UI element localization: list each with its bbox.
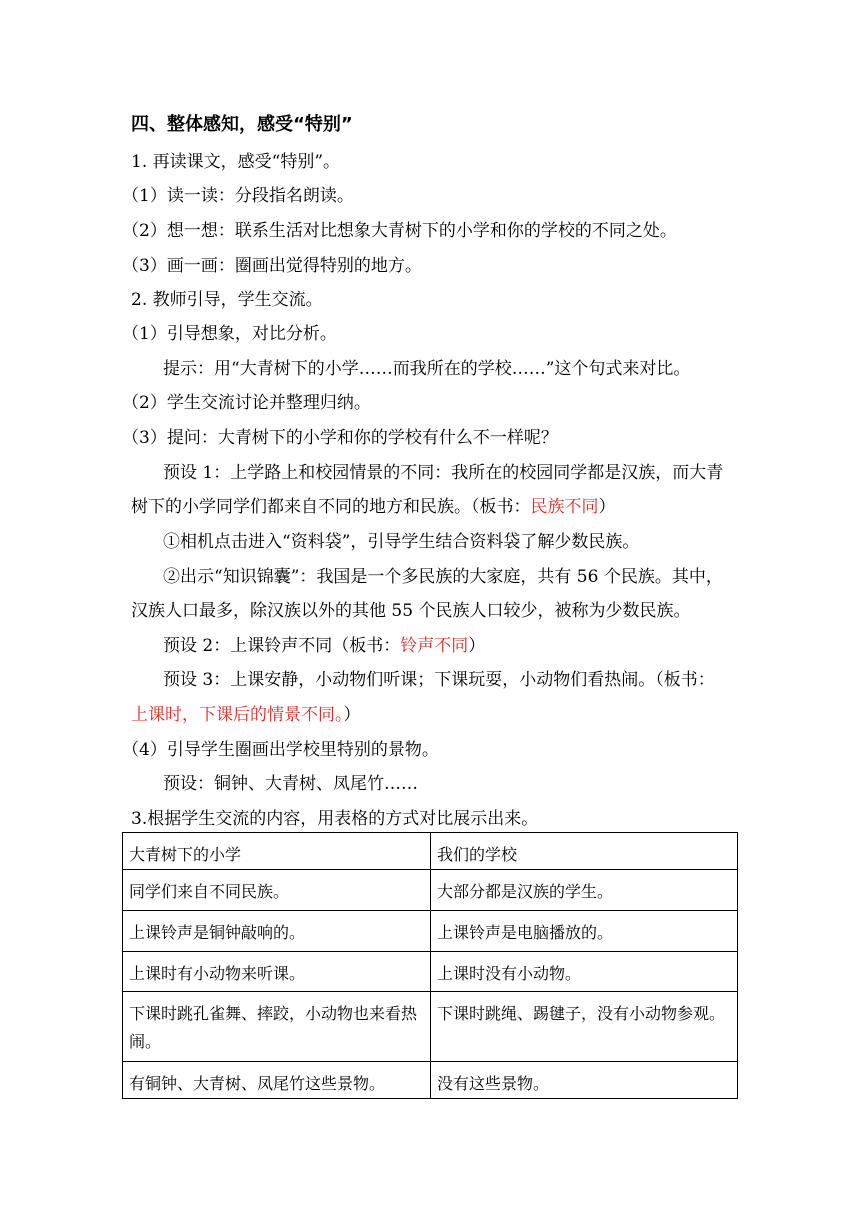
table-cell: 同学们来自不同民族。 <box>123 870 431 911</box>
sub-item-guide: （1）引导想象，对比分析。 <box>122 324 337 344</box>
table-row <box>123 870 738 911</box>
preset-scenery-line: 预设：铜钟、大青树、凤尾竹…… <box>163 774 418 794</box>
close-paren: ） <box>343 705 361 725</box>
preset-3-line-1: 预设 3：上课安静，小动物们听课；下课玩耍，小动物们看热闹。（板书： <box>163 670 715 690</box>
preset-3-line-2 <box>131 703 361 727</box>
item-1: 1. 再读课文，感受“特别”。 <box>131 152 341 172</box>
sub-item-read: （1）读一读：分段指名朗读。 <box>122 186 354 206</box>
table-cell: 我们的学校 <box>431 833 738 870</box>
close-paren: ） <box>598 497 616 517</box>
preset-2-line <box>163 634 485 658</box>
table-header-row <box>123 833 738 870</box>
table-row <box>123 1062 738 1099</box>
table-cell: 上课铃声是电脑播放的。 <box>431 911 738 952</box>
table-cell: 没有这些景物。 <box>431 1062 738 1099</box>
table-row <box>123 952 738 992</box>
preset-1-text: 树下的小学同学们都来自不同的地方和民族。（板书： <box>131 497 531 517</box>
board-note-scene: 上课时，下课后的情景不同。 <box>131 705 344 725</box>
preset-1-line-1: 预设 1：上学路上和校园情景的不同：我所在的校园同学都是汉族，而大青 <box>163 463 724 483</box>
table-cell: 大部分都是汉族的学生。 <box>431 870 738 911</box>
item-2: 2. 教师引导，学生交流。 <box>131 290 323 310</box>
preset-1-line-2 <box>131 495 616 519</box>
table-cell: 大青树下的小学 <box>123 833 431 870</box>
board-note-bell: 铃声不同 <box>400 636 469 656</box>
sub-item-circle: （4）引导学生圈画出学校里特别的景物。 <box>122 740 439 760</box>
comparison-table <box>122 832 738 1099</box>
sub-item-think: （2）想一想：联系生活对比想象大青树下的小学和你的学校的不同之处。 <box>122 221 677 241</box>
table-cell: 上课铃声是铜钟敲响的。 <box>123 911 431 952</box>
knowledge-line-1: ②出示“知识锦囊”：我国是一个多民族的大家庭，共有 56 个民族。其中， <box>163 567 723 587</box>
section-title: 四、整体感知，感受“特别” <box>131 114 353 135</box>
table-cell: 下课时跳孔雀舞、摔跤，小动物也来看热闹。 <box>123 992 431 1062</box>
sub-item-discuss: （2）学生交流讨论并整理归纳。 <box>122 393 371 413</box>
table-cell: 上课时没有小动物。 <box>431 952 738 992</box>
table-row <box>123 992 738 1062</box>
preset-2-text: 预设 2：上课铃声不同（板书： <box>163 636 401 656</box>
table-row <box>123 911 738 952</box>
close-paren: ） <box>468 636 486 656</box>
knowledge-line-2: 汉族人口最多，除汉族以外的其他 55 个民族人口较少，被称为少数民族。 <box>131 601 691 621</box>
table-cell: 上课时有小动物来听课。 <box>123 952 431 992</box>
sub-item-question: （3）提问：大青树下的小学和你的学校有什么不一样呢？ <box>122 428 558 448</box>
hint-line: 提示：用“大青树下的小学……而我所在的学校……”这个句式来对比。 <box>163 359 691 379</box>
table-cell: 下课时跳绳、踢毽子，没有小动物参观。 <box>431 992 738 1062</box>
item-3: 3.根据学生交流的内容，用表格的方式对比展示出来。 <box>131 809 539 829</box>
board-note-ethnic: 民族不同 <box>530 497 599 517</box>
resource-bag-line: ①相机点击进入“资料袋”，引导学生结合资料袋了解少数民族。 <box>163 532 640 552</box>
sub-item-draw: （3）画一画：圈画出觉得特别的地方。 <box>122 256 422 276</box>
table-cell: 有铜钟、大青树、凤尾竹这些景物。 <box>123 1062 431 1099</box>
